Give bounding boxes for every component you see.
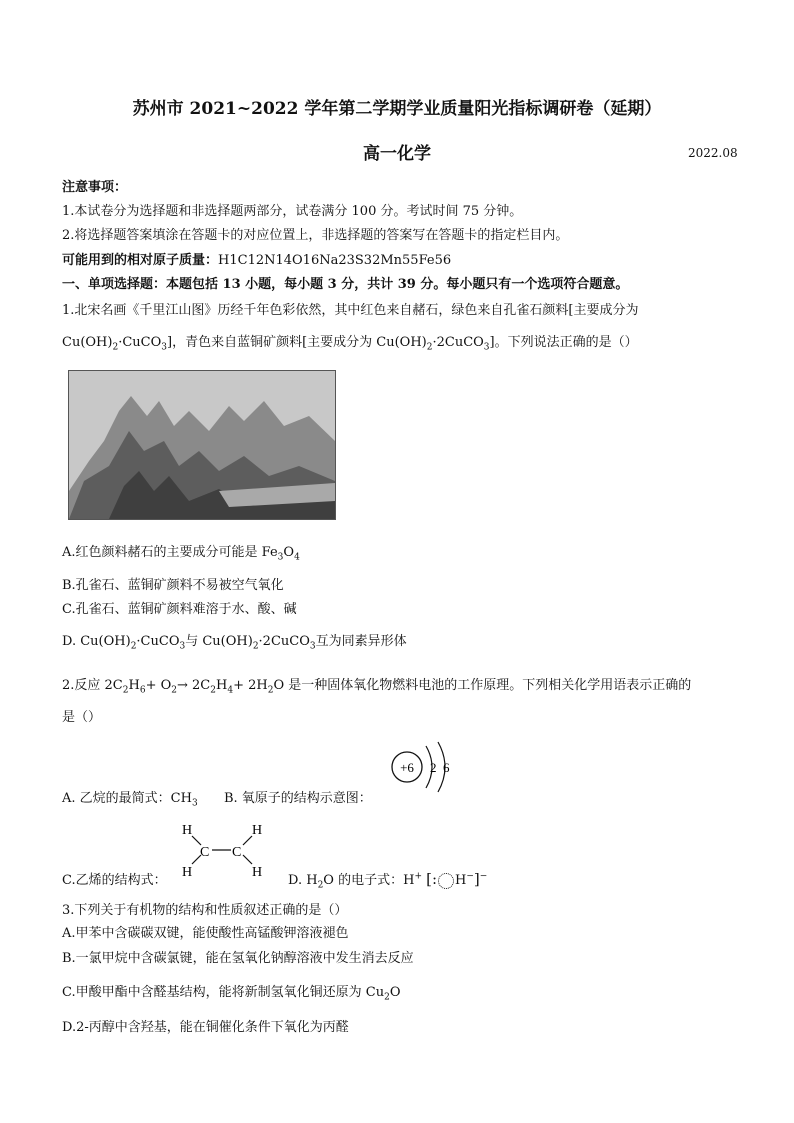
q1-formula-part: ·CuCO bbox=[118, 335, 162, 350]
eth-h-top-right: H bbox=[252, 823, 263, 838]
oxygen-electron-dots-icon bbox=[438, 873, 454, 889]
superscript: + bbox=[414, 871, 422, 882]
eth-h-top-left: H bbox=[182, 823, 193, 838]
landscape-painting-image bbox=[68, 370, 336, 520]
subscript: 6 bbox=[139, 685, 146, 696]
q1-option-d-text: ·2CuCO bbox=[258, 634, 310, 649]
subscript: 4 bbox=[227, 685, 234, 696]
q3-option-b: B.一氯甲烷中含碳氯键，能在氢氧化钠醇溶液中发生消去反应 bbox=[62, 951, 414, 966]
q2-text-part: + O bbox=[145, 678, 172, 693]
subscript: 2 bbox=[426, 342, 433, 353]
q2-text-part: → 2C bbox=[177, 678, 211, 693]
subscript: 2 bbox=[252, 641, 259, 652]
q1-option-d-text: D. Cu(OH) bbox=[62, 634, 131, 649]
subscript: 3 bbox=[277, 552, 284, 563]
exam-title: 苏州市 2021~2022 学年第二学期学业质量阳光指标调研卷（延期） bbox=[132, 99, 662, 119]
q2-option-a: A. 乙烷的最简式：CH bbox=[62, 791, 192, 806]
atomic-mass-label: 可能用到的相对原子质量： bbox=[62, 253, 219, 268]
exam-date: 2022.08 bbox=[688, 146, 738, 160]
q2-option-d bbox=[288, 869, 487, 891]
q3-stem: 3.下列关于有机物的结构和性质叙述正确的是（） bbox=[62, 903, 348, 918]
q2-text-part: O 是一种固体氧化物燃料电池的工作原理。下列相关化学用语表示正确的 bbox=[273, 678, 692, 693]
q2-text-part: H bbox=[128, 678, 140, 693]
subscript: 4 bbox=[294, 552, 300, 563]
q1-option-d bbox=[62, 630, 407, 652]
q1-option-d-text: 与 Cu(OH) bbox=[185, 634, 253, 649]
notice-item-1: 1.本试卷分为选择题和非选择题两部分，试卷满分 100 分。考试时间 75 分钟。 bbox=[62, 204, 523, 219]
subscript: 3 bbox=[179, 641, 186, 652]
q2-stem-line2: 是（） bbox=[62, 710, 102, 725]
atom-shell1-label: 2 bbox=[430, 760, 437, 775]
q1-option-a-text: A.红色颜料赭石的主要成分可能是 Fe bbox=[62, 545, 278, 560]
subscript: 2 bbox=[317, 880, 324, 891]
subscript: 2 bbox=[130, 641, 137, 652]
subscript: 2 bbox=[384, 992, 390, 1003]
q3-option-a: A.甲苯中含碳碳双键，能使酸性高锰酸钾溶液褪色 bbox=[62, 926, 349, 941]
eth-h-bottom-left: H bbox=[182, 865, 193, 880]
electron-bracket-open: [: bbox=[426, 870, 438, 888]
q1-option-a-text: O bbox=[283, 545, 295, 560]
q3-option-c-text: O bbox=[389, 985, 401, 1000]
subscript: 2 bbox=[112, 342, 119, 353]
subscript: 2 bbox=[267, 685, 274, 696]
q1-option-a bbox=[62, 541, 300, 563]
section-heading: 一、单项选择题：本题包括 13 小题，每小题 3 分，共计 39 分。每小题只有一个选项符合题意。 bbox=[62, 277, 629, 292]
subscript: 2 bbox=[122, 685, 129, 696]
q2-options-cd bbox=[62, 869, 167, 888]
q1-formula-part: Cu(OH) bbox=[62, 335, 113, 350]
atom-nucleus-label: +6 bbox=[400, 760, 414, 775]
q1-formula-part: ·2CuCO bbox=[432, 335, 484, 350]
q1-option-d-text: 互为同素异形体 bbox=[315, 634, 407, 649]
atomic-mass-line bbox=[62, 249, 451, 268]
q1-stem-line1: 1.北宋名画《千里江山图》历经千年色彩依然，其中红色来自赭石，绿色来自孔雀石颜料[主要成分为 bbox=[62, 303, 639, 318]
q2-option-c: C.乙烯的结构式： bbox=[62, 873, 167, 888]
subscript: 3 bbox=[483, 342, 490, 353]
q2-stem-line1 bbox=[62, 674, 691, 696]
eth-c-left: C bbox=[200, 845, 210, 860]
ethene-structure-diagram bbox=[180, 818, 280, 884]
q2-options-ab bbox=[62, 787, 372, 809]
q1-option-b: B.孔雀石、蓝铜矿颜料不易被空气氧化 bbox=[62, 578, 284, 593]
q3-option-d: D.2-丙醇中含羟基，能在铜催化条件下氧化为丙醛 bbox=[62, 1020, 349, 1035]
q3-option-c-text: C.甲酸甲酯中含醛基结构，能将新制氢氧化铜还原为 Cu bbox=[62, 985, 385, 1000]
q1-option-c: C.孔雀石、蓝铜矿颜料难溶于水、酸、碱 bbox=[62, 602, 297, 617]
q2-text-part: + 2H bbox=[233, 678, 268, 693]
q3-option-c bbox=[62, 981, 400, 1003]
eth-c-right: C bbox=[232, 845, 242, 860]
subscript: 2 bbox=[210, 685, 216, 696]
oxygen-atom-structure-diagram bbox=[390, 740, 460, 800]
q1-stem-line2 bbox=[62, 331, 638, 353]
superscript: − bbox=[479, 871, 488, 882]
subscript: 3 bbox=[161, 342, 167, 353]
q1-option-d-text: ·CuCO bbox=[136, 634, 180, 649]
superscript: − bbox=[466, 871, 474, 882]
subscript: 2 bbox=[171, 685, 177, 696]
q2-option-b: B. 氧原子的结构示意图： bbox=[223, 791, 372, 806]
q2-option-d-text: O 的电子式：H bbox=[323, 873, 415, 888]
atom-shell2-label: 6 bbox=[443, 760, 450, 775]
eth-h-bottom-right: H bbox=[252, 865, 263, 880]
notice-heading: 注意事项： bbox=[62, 180, 128, 195]
q2-option-d-text: H bbox=[455, 873, 467, 888]
notice-item-2: 2.将选择题答案填涂在答题卡的对应位置上，非选择题的答案写在答题卡的指定栏目内。 bbox=[62, 228, 569, 243]
exam-subject: 高一化学 bbox=[363, 144, 431, 164]
q2-text-part: H bbox=[215, 678, 228, 693]
q1-text-part: ]，青色来自蓝铜矿颜料[主要成分为 Cu(OH) bbox=[167, 335, 427, 350]
q1-text-part: ]。下列说法正确的是（） bbox=[489, 335, 638, 350]
atomic-mass-values: H1C12N14O16Na23S32Mn55Fe56 bbox=[218, 253, 452, 268]
electron-bracket-close: ] bbox=[473, 870, 480, 888]
q2-text-part: 2.反应 2C bbox=[62, 678, 123, 693]
q2-option-d-text: D. H bbox=[288, 873, 318, 888]
subscript: 3 bbox=[309, 641, 316, 652]
subscript: 3 bbox=[191, 798, 198, 809]
